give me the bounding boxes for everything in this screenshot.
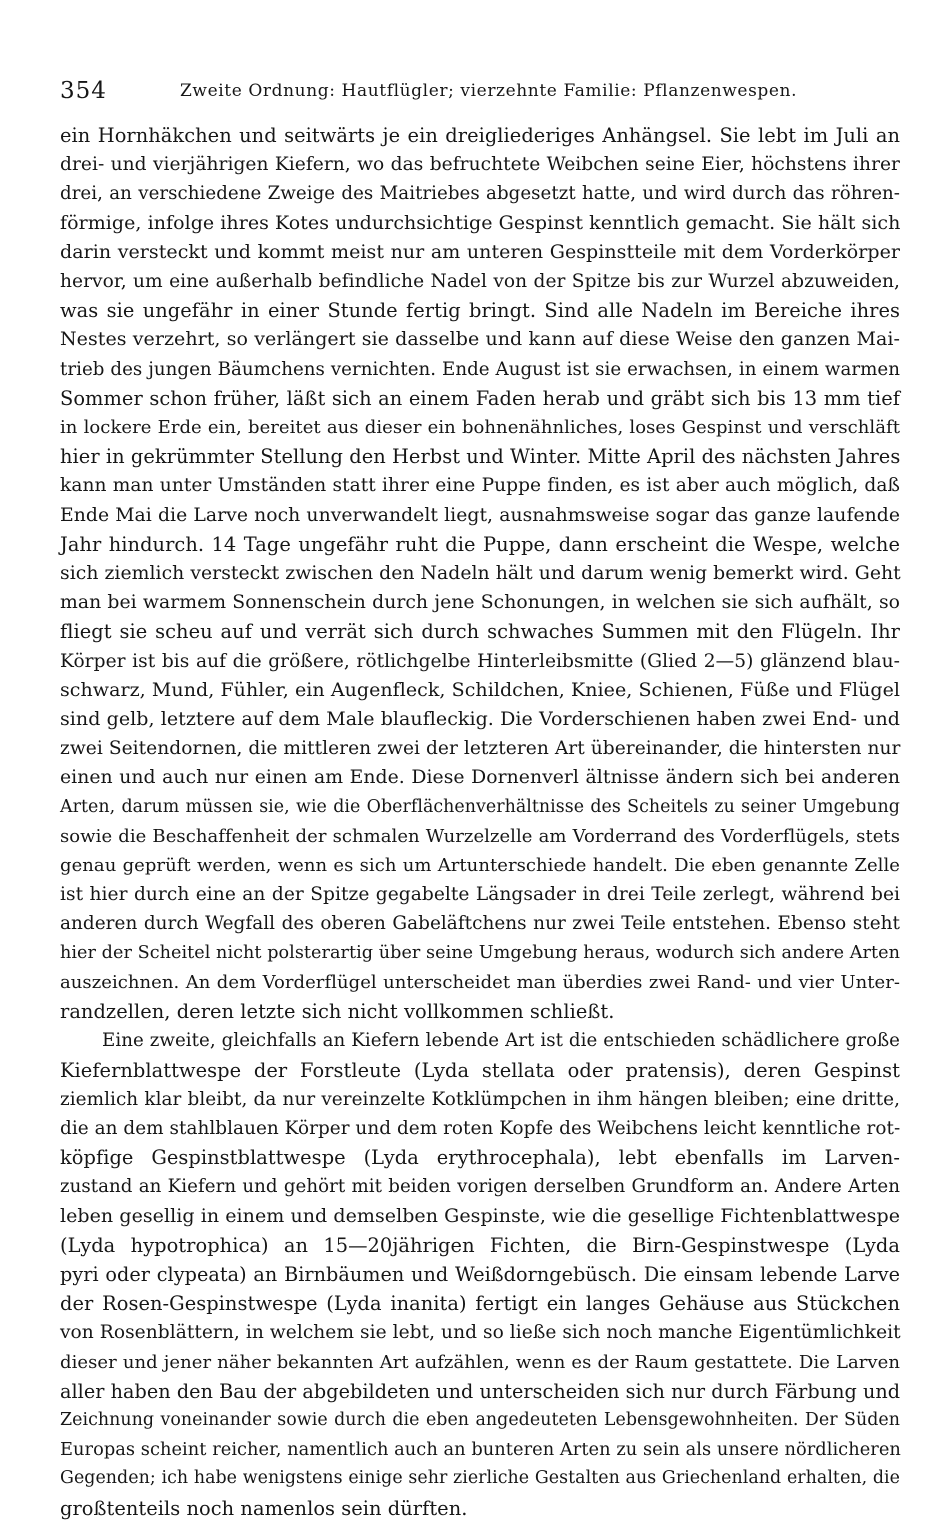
paragraph xyxy=(60,1026,900,1522)
text-line: hervor, um eine außerhalb befindliche Nadel von der Spitze bis zur Wurzel abzuweiden, xyxy=(60,271,900,293)
text-line: auszeichnen. An dem Vorderflügel unterscheidet man überdies zwei Rand- und vier Unter- xyxy=(60,971,900,993)
text-line: darin versteckt und kommt meist nur am unteren Gespinstteile mit dem Vorderkörper xyxy=(60,240,900,263)
text-line: ist hier durch eine an der Spitze gegabelte Längsader in drei Teile zerlegt, während bei xyxy=(60,884,900,906)
text-line: Körper ist bis auf die größere, rötlichgelbe Hinterleibsmitte (Glied 2—5) glänzend blau- xyxy=(60,650,900,672)
text-line: die an dem stahlblauen Körper und dem roten Kopfe des Weibchens leicht kenntliche rot- xyxy=(60,1117,901,1139)
text-line: sowie die Beschaffenheit der schmalen Wurzelzelle am Vorderrand des Vorderflügels, stets xyxy=(60,825,900,847)
text-line: Zeichnung voneinander sowie durch die eben angedeuteten Lebensgewohnheiten. Der Süden xyxy=(60,1409,900,1430)
text-line: Europas scheint reicher, namentlich auch an bunteren Arten zu sein als unsere nördlicheren xyxy=(60,1439,901,1461)
text-line: man bei warmem Sonnenschein durch jene Schonungen, in welchen sie sich aufhält, so xyxy=(60,592,900,614)
text-line: kann man unter Umständen statt ihrer eine Puppe finden, es ist aber auch möglich, daß xyxy=(60,475,900,497)
text-line: ein Hornhäkchen und seitwärts je ein dreigliederiges Anhängsel. Sie lebt im Juli an xyxy=(60,124,900,147)
text-line: förmige, infolge ihres Kotes undurchsichtige Gespinst kenntlich gemacht. Sie hält sich xyxy=(60,211,901,234)
text-line: der Rosen-Gespinstwespe (Lyda inanita) fertigt ein langes Gehäuse aus Stückchen xyxy=(60,1292,900,1316)
text-line: Kiefernblattwespe der Forstleute (Lyda stellata oder pratensis), deren Gespinst xyxy=(60,1058,900,1082)
text-line: was sie ungefähr in einer Stunde fertig bringt. Sind alle Nadeln im Bereiche ihres xyxy=(60,299,900,323)
page-header xyxy=(60,76,890,106)
body-text xyxy=(60,121,900,1523)
text-line: Sommer schon früher, läßt sich an einem Faden herab und gräbt sich bis 13 mm tief xyxy=(60,386,900,410)
text-line: Nestes verzehrt, so verlängert sie dasselbe und kann auf diese Weise den ganzen Mai- xyxy=(60,328,900,351)
text-line: trieb des jungen Bäumchens vernichten. Ende August ist sie erwachsen, in einem warmen xyxy=(60,358,900,380)
text-line: großtenteils noch namenlos sein dürften. xyxy=(60,1496,468,1520)
text-line: Gegenden; ich habe wenigstens einige sehr zierliche Gestalten aus Griechenland erhalten, die xyxy=(60,1468,900,1489)
text-line: zwei Seitendornen, die mittleren zwei der letzteren Art übereinander, die hintersten nur xyxy=(60,738,901,760)
text-line: einen und auch nur einen am Ende. Diese Dornenverl ältnisse ändern sich bei anderen xyxy=(60,767,900,789)
text-line: Ende Mai die Larve noch unverwandelt liegt, ausnahmsweise sogar das ganze laufende xyxy=(60,504,900,526)
text-line: sich ziemlich versteckt zwischen den Nadeln hält und darum wenig bemerkt wird. Geht xyxy=(60,563,901,585)
text-line: anderen durch Wegfall des oberen Gabeläftchens nur zwei Teile entstehen. Ebenso steht xyxy=(60,913,900,935)
text-line: aller haben den Bau der abgebildeten und unterscheiden sich nur durch Färbung und xyxy=(60,1379,901,1403)
text-line: leben gesellig in einem und demselben Gespinste, wie die gesellige Fichtenblattwespe xyxy=(60,1204,900,1227)
text-line: Eine zweite, gleichfalls an Kiefern lebende Art ist die entschieden schädlichere große xyxy=(102,1030,900,1052)
text-line: Jahr hindurch. 14 Tage ungefähr ruht die Puppe, dann erscheint die Wespe, welche xyxy=(60,532,900,556)
text-line: dieser und jener näher bekannten Art aufzählen, wenn es der Raum gestattete. Die Larven xyxy=(60,1351,900,1373)
running-head: Zweite Ordnung: Hautflügler; vierzehnte Familie: Pflanzenwespen. xyxy=(180,81,798,101)
text-line: schwarz, Mund, Fühler, ein Augenfleck, Schildchen, Kniee, Schienen, Füße und Flügel xyxy=(60,678,900,701)
text-line: pyri oder clypeata) an Birnbäumen und Weißdorngebüsch. Die einsam lebende Larve xyxy=(60,1262,900,1286)
text-line: köpfige Gespinstblattwespe (Lyda erythrocephala), lebt ebenfalls im Larven- xyxy=(60,1146,900,1170)
text-line: (Lyda hypotrophica) an 15—20jährigen Fichten, die Birn-Gespinstwespe (Lyda xyxy=(60,1233,900,1257)
text-line: genau geprüft werden, wenn es sich um Artunterschiede handelt. Die eben genannte Zelle xyxy=(60,855,900,877)
text-line: hier in gekrümmter Stellung den Herbst und Winter. Mitte April des nächsten Jahres xyxy=(60,445,901,469)
text-line: drei, an verschiedene Zweige des Maitriebes abgesetzt hatte, und wird durch das röhren- xyxy=(60,183,900,205)
text-line: randzellen, deren letzte sich nicht vollkommen schließt. xyxy=(60,1000,615,1024)
text-line: in lockere Erde ein, bereitet aus dieser ein bohnenähnliches, loses Gespinst und verschläft xyxy=(60,417,900,439)
paragraph xyxy=(60,121,900,1026)
text-line: sind gelb, letztere auf dem Male blaufleckig. Die Vorderschienen haben zwei End- und xyxy=(60,708,900,731)
text-line: von Rosenblättern, in welchem sie lebt, und so ließe sich noch manche Eigentümlichkeit xyxy=(60,1322,901,1344)
text-line: drei- und vierjährigen Kiefern, wo das befruchtete Weibchen seine Eier, höchstens ihrer xyxy=(60,154,900,176)
text-line: ziemlich klar bleibt, da nur vereinzelte Kotklümpchen in ihm hängen bleiben; eine dritte, xyxy=(60,1088,900,1110)
text-line: hier der Scheitel nicht polsterartig über seine Umgebung heraus, wodurch sich andere Arten xyxy=(60,942,900,963)
text-line: zustand an Kiefern und gehört mit beiden vorigen derselben Grundform an. Andere Arten xyxy=(60,1176,900,1198)
text-line: fliegt sie scheu auf und verrät sich durch schwaches Summen mit den Flügeln. Ihr xyxy=(60,620,900,644)
page-number: 354 xyxy=(60,78,107,104)
text-line: Arten, darum müssen sie, wie die Oberflächenverhältnisse des Scheitels zu seiner Umgebung xyxy=(60,796,900,817)
